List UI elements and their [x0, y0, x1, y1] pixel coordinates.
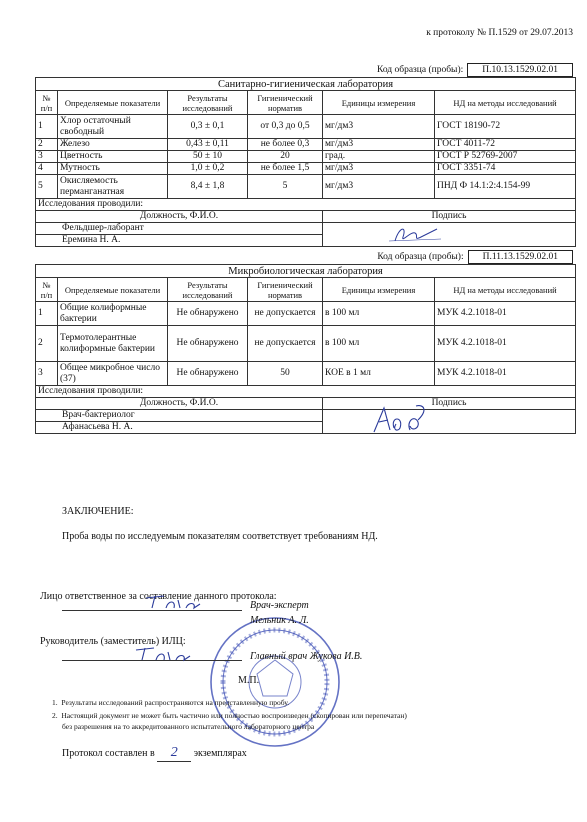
row-result: 0,3 ± 0,1 — [168, 115, 248, 139]
table-row — [36, 362, 576, 386]
row-method: ПНД Ф 14.1:2:4.154-99 — [435, 175, 576, 199]
table-row — [36, 115, 576, 139]
table-row — [36, 175, 576, 199]
micro-h-unit: Единицы измерения — [323, 278, 435, 302]
micro-conducted-label: Исследования проводили: — [36, 386, 576, 398]
protocol-reference: к протоколу № П.1529 от 29.07.2013 — [426, 28, 573, 38]
san-signature-label: Подпись — [323, 211, 576, 223]
row-indicator: Мутность — [58, 163, 168, 175]
row-result: 0,43 ± 0,11 — [168, 139, 248, 151]
note-2: 2. Настоящий документ не может быть частично или полностью воспроизведен (скопирован или перепечатан) — [52, 711, 407, 720]
micro-h-num: № п/п — [36, 278, 58, 302]
san-code-label: Код образца (пробы): — [376, 65, 464, 75]
head-label: Руководитель (заместитель) ИЛЦ: — [40, 636, 186, 647]
note-2-cont: без разрешения на то аккредитованного испытательного лабораторного центра — [62, 722, 315, 731]
micro-h-indicator: Определяемые показатели — [58, 278, 168, 302]
san-person: Еремина Н. А. — [36, 235, 323, 247]
row-norm: не допускается — [248, 302, 323, 326]
row-method: МУК 4.2.1018-01 — [435, 326, 576, 362]
row-result: 1,0 ± 0,2 — [168, 163, 248, 175]
row-norm: не допускается — [248, 326, 323, 362]
table-row — [36, 163, 576, 175]
conclusion-text: Проба воды по исследуемым показателям соответствует требованиям НД. — [62, 531, 378, 542]
micro-code-value: П.11.13.1529.02.01 — [468, 250, 573, 264]
row-method: МУК 4.2.1018-01 — [435, 302, 576, 326]
row-unit: мг/дм3 — [323, 175, 435, 199]
table-row — [36, 151, 576, 163]
row-indicator: Термотолерантные колиформные бактерии — [58, 326, 168, 362]
micro-h-method: НД на методы исследований — [435, 278, 576, 302]
row-unit: мг/дм3 — [323, 115, 435, 139]
row-unit: мг/дм3 — [323, 139, 435, 151]
row-norm: не более 1,5 — [248, 163, 323, 175]
row-unit: град. — [323, 151, 435, 163]
micro-title: Микробиологическая лаборатория — [36, 265, 576, 278]
copies-suffix: экземплярах — [193, 748, 247, 759]
micro-person: Афанасьева Н. А. — [36, 422, 323, 434]
signature-responsible — [142, 592, 212, 610]
san-position: Фельдшер-лаборант — [36, 223, 323, 235]
san-conducted-label: Исследования проводили: — [36, 199, 576, 211]
row-unit: в 100 мл — [323, 302, 435, 326]
signature-afanasyeva — [368, 402, 438, 436]
head-role-name: Главный врач Жукова И.В. — [250, 651, 363, 662]
row-num: 5 — [36, 175, 58, 199]
row-result: Не обнаружено — [168, 326, 248, 362]
signature-eremina — [385, 223, 445, 245]
row-num: 2 — [36, 326, 58, 362]
row-indicator: Общие колиформные бактерии — [58, 302, 168, 326]
row-unit: КОЕ в 1 мл — [323, 362, 435, 386]
micro-sample-code-row — [377, 250, 573, 264]
row-method: МУК 4.2.1018-01 — [435, 362, 576, 386]
copies-count: 2 — [157, 745, 191, 762]
san-signature-cell — [323, 223, 576, 247]
responsible-signature-line — [62, 598, 242, 611]
row-indicator: Общее микробное число (37) — [58, 362, 168, 386]
row-method: ГОСТ 3351-74 — [435, 163, 576, 175]
table-row — [36, 302, 576, 326]
note-1-text: Результаты исследований распространяются на представленную пробу. — [61, 698, 290, 707]
row-indicator: Цветность — [58, 151, 168, 163]
row-norm: 50 — [248, 362, 323, 386]
san-sample-code-row — [377, 63, 573, 77]
row-method: ГОСТ 4011-72 — [435, 139, 576, 151]
micro-table — [35, 264, 576, 434]
stamp-mp: М.П. — [238, 675, 260, 686]
row-num: 3 — [36, 362, 58, 386]
san-h-unit: Единицы измерения — [323, 91, 435, 115]
row-norm: не более 0,3 — [248, 139, 323, 151]
note-1: 1. Результаты исследований распространяются на представленную пробу. — [52, 698, 290, 707]
official-stamp — [205, 612, 345, 752]
micro-h-norm: Гигиенический норматив — [248, 278, 323, 302]
row-result: Не обнаружено — [168, 362, 248, 386]
sanitary-table — [35, 77, 576, 247]
san-h-num: № п/п — [36, 91, 58, 115]
responsible-role: Врач-эксперт — [250, 600, 309, 611]
row-result: 8,4 ± 1,8 — [168, 175, 248, 199]
micro-position: Врач-бактериолог — [36, 410, 323, 422]
san-code-value: П.10.13.1529.02.01 — [467, 63, 573, 77]
row-norm: 20 — [248, 151, 323, 163]
micro-signature-cell — [323, 410, 576, 434]
row-num: 1 — [36, 302, 58, 326]
row-result: Не обнаружено — [168, 302, 248, 326]
micro-code-label: Код образца (пробы): — [377, 252, 464, 262]
row-indicator: Железо — [58, 139, 168, 151]
conclusion-heading: ЗАКЛЮЧЕНИЕ: — [62, 506, 134, 517]
row-result: 50 ± 10 — [168, 151, 248, 163]
san-h-norm: Гигиенический норматив — [248, 91, 323, 115]
row-num: 2 — [36, 139, 58, 151]
row-indicator: Хлор остаточный свободный — [58, 115, 168, 139]
copies-prefix: Протокол составлен в — [62, 748, 155, 759]
san-h-method: НД на методы исследований — [435, 91, 576, 115]
micro-h-result: Результаты исследований — [168, 278, 248, 302]
micro-signature-label: Подпись — [323, 398, 576, 410]
row-norm: 5 — [248, 175, 323, 199]
note-2-text: Настоящий документ не может быть частично или полностью воспроизведен (скопирован или перепечатан) — [61, 711, 407, 720]
responsible-name: Мельник А. Л. — [250, 615, 309, 626]
responsible-label: Лицо ответственное за составление данного протокола: — [40, 591, 277, 602]
row-unit: мг/дм3 — [323, 163, 435, 175]
table-row — [36, 326, 576, 362]
row-method: ГОСТ Р 52769-2007 — [435, 151, 576, 163]
table-row — [36, 139, 576, 151]
row-unit: в 100 мл — [323, 326, 435, 362]
head-signature-line — [62, 648, 242, 661]
row-indicator: Окисляемость перманганатная — [58, 175, 168, 199]
san-position-label: Должность, Ф.И.О. — [36, 211, 323, 223]
san-h-indicator: Определяемые показатели — [58, 91, 168, 115]
copies-line — [62, 745, 247, 762]
signature-head — [132, 644, 202, 662]
row-method: ГОСТ 18190-72 — [435, 115, 576, 139]
row-num: 4 — [36, 163, 58, 175]
row-num: 1 — [36, 115, 58, 139]
row-norm: от 0,3 до 0,5 — [248, 115, 323, 139]
row-num: 3 — [36, 151, 58, 163]
san-title: Санитарно-гигиеническая лаборатория — [36, 78, 576, 91]
san-h-result: Результаты исследований — [168, 91, 248, 115]
micro-position-label: Должность, Ф.И.О. — [36, 398, 323, 410]
